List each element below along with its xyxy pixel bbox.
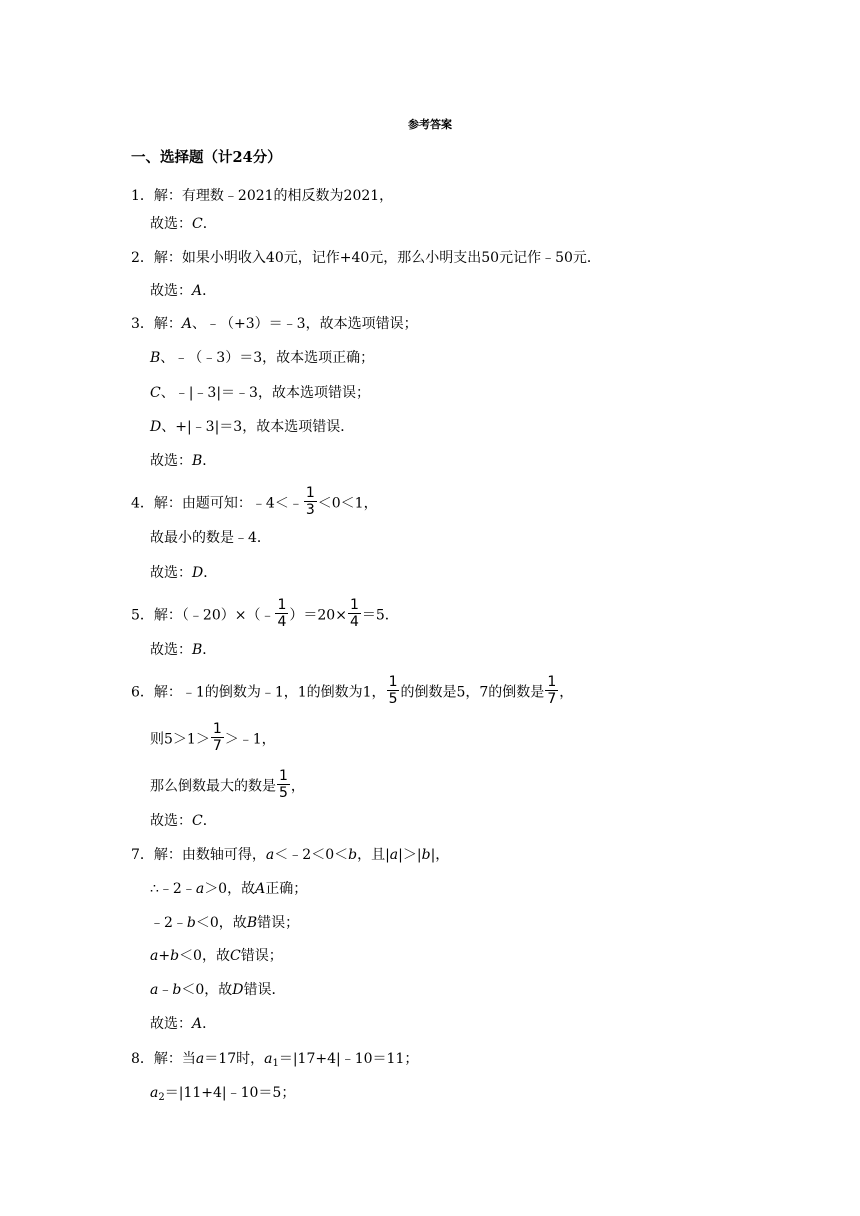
q7-answer: 故选：A． [150, 1016, 217, 1032]
fraction: $\frac{1}{4}$ [277, 597, 287, 630]
q3-option-b: B、﹣（﹣3）＝3，故本选项正确； [150, 350, 375, 366]
q4-solution: 4．解：由题可知：﹣4＜﹣ $\frac{1}{3}$ ＜0＜1， [131, 485, 378, 518]
q2-solution: 2．解：如果小明收入40元，记作+40元，那么小明支出50元记作﹣50元． [131, 250, 601, 266]
fraction: $\frac{1}{7}$ [212, 721, 222, 754]
q7-option-c: a+b＜0，故C错误； [150, 948, 283, 964]
q5-solution: 5．解：（﹣20）×（﹣ $\frac{1}{4}$ ）＝20× $\frac{1}{4}$ ＝5． [131, 597, 399, 630]
q7-option-b: ﹣2﹣b＜0，故B错误； [150, 915, 300, 931]
q7-option-a: ∴﹣2﹣a＞0，故A正确； [150, 881, 308, 897]
q5-answer: 故选：B． [150, 642, 217, 658]
q3-option-c: C、﹣|﹣3|＝﹣3，故本选项错误； [150, 385, 370, 401]
q6-conclusion: 那么倒数最大的数是 $\frac{1}{5}$ ， [150, 768, 305, 801]
q1-solution: 1．解：有理数﹣2021的相反数为2021， [131, 188, 394, 204]
q4-answer: 故选：D． [150, 565, 218, 581]
q6-answer: 故选：C． [150, 813, 217, 829]
q6-comparison: 则5＞1＞ $\frac{1}{7}$ ＞﹣1， [150, 721, 276, 754]
fraction: $\frac{1}{7}$ [547, 674, 557, 707]
q7-solution: 7．解：由数轴可得，a＜﹣2＜0＜b，且|a|＞|b|， [131, 847, 450, 863]
q3-option-d: D、+|﹣3|＝3，故本选项错误． [150, 419, 355, 435]
q4-conclusion: 故最小的数是﹣4． [150, 530, 271, 546]
section-heading: 一、选择题（计24分） [131, 149, 282, 166]
fraction: $\frac{1}{5}$ [279, 768, 288, 801]
fraction: $\frac{1}{3}$ [305, 485, 315, 518]
fraction: $\frac{1}{5}$ [388, 674, 398, 707]
q8-solution: 8．解：当a＝17时，$a_1=|17+4|﹣10=11$； [131, 1051, 419, 1069]
fraction: $\frac{1}{4}$ [349, 597, 359, 630]
q3-option-a: 3．解：A、﹣（+3）＝﹣3，故本选项错误； [131, 316, 418, 332]
q7-option-d: a﹣b＜0，故D错误． [150, 982, 286, 998]
q8-step-2: $a_2=|11+4|﹣10=5$； [150, 1085, 296, 1103]
q6-solution: 6．解：﹣1的倒数为﹣1，1的倒数为1， $\frac{1}{5}$ 的倒数是5，7的倒数是 $\frac{1}{7}$ ， [131, 674, 574, 707]
page-title: 参考答案 [408, 118, 452, 131]
q1-answer: 故选：C． [150, 216, 217, 232]
q3-answer: 故选：B． [150, 453, 217, 469]
q2-answer: 故选：A． [150, 283, 217, 299]
